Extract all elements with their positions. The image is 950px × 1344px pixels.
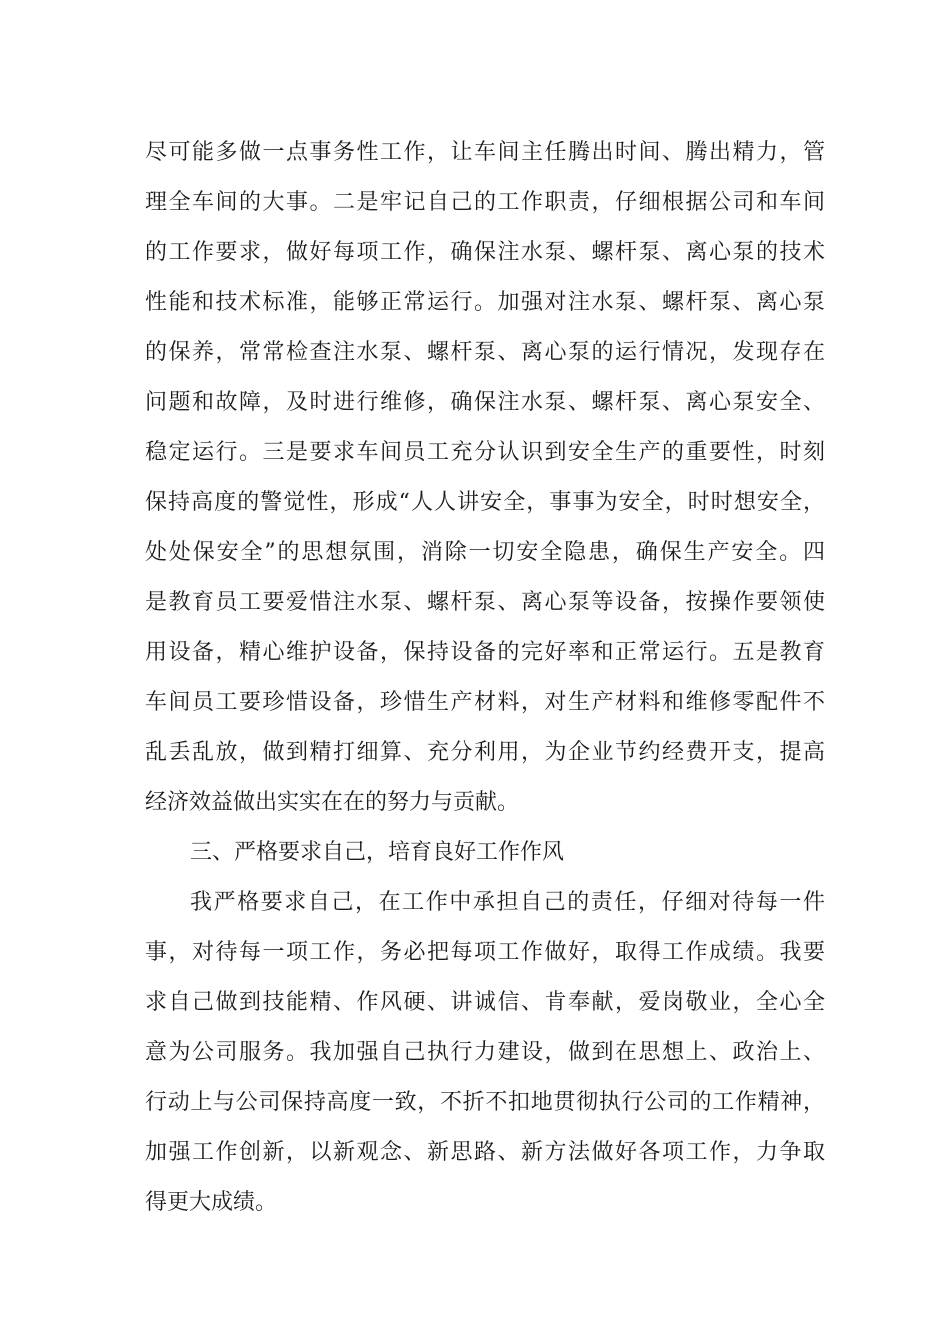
text-line: 用设备，精心维护设备，保持设备的完好率和正常运行。五是教育 bbox=[145, 640, 825, 665]
section-heading: 三、严格要求自己，培育良好工作作风 bbox=[190, 840, 565, 865]
text-line: 得更大成绩。 bbox=[145, 1190, 278, 1215]
text-line: 尽可能多做一点事务性工作，让车间主任腾出时间、腾出精力，管 bbox=[145, 140, 825, 165]
text-line: 加强工作创新，以新观念、新思路、新方法做好各项工作，力争取 bbox=[145, 1140, 825, 1165]
text-line: 是教育员工要爱惜注水泵、螺杆泵、离心泵等设备，按操作要领使 bbox=[145, 590, 825, 615]
text-line: 意为公司服务。我加强自己执行力建设，做到在思想上、政治上、 bbox=[145, 1040, 825, 1065]
text-line: 问题和故障，及时进行维修，确保注水泵、螺杆泵、离心泵安全、 bbox=[145, 390, 825, 415]
text-line: 事，对待每一项工作，务必把每项工作做好，取得工作成绩。我要 bbox=[145, 940, 825, 965]
text-line: 的工作要求，做好每项工作，确保注水泵、螺杆泵、离心泵的技术 bbox=[145, 240, 825, 265]
text-line: 稳定运行。三是要求车间员工充分认识到安全生产的重要性，时刻 bbox=[145, 440, 825, 465]
text-line: 经济效益做出实实在在的努力与贡献。 bbox=[145, 790, 520, 815]
text-line: 保持高度的警觉性，形成“人人讲安全，事事为安全，时时想安全， bbox=[145, 490, 825, 515]
text-line: 性能和技术标准，能够正常运行。加强对注水泵、螺杆泵、离心泵 bbox=[145, 290, 825, 315]
text-line: 我严格要求自己，在工作中承担自己的责任，仔细对待每一件 bbox=[190, 890, 825, 915]
text-line: 乱丢乱放，做到精打细算、充分利用，为企业节约经费开支，提高 bbox=[145, 740, 825, 765]
text-line: 处处保安全”的思想氛围，消除一切安全隐患，确保生产安全。四 bbox=[145, 540, 825, 565]
text-line: 车间员工要珍惜设备，珍惜生产材料，对生产材料和维修零配件不 bbox=[145, 690, 825, 715]
text-line: 求自己做到技能精、作风硬、讲诚信、肯奉献，爱岗敬业，全心全 bbox=[145, 990, 825, 1015]
text-line: 的保养，常常检查注水泵、螺杆泵、离心泵的运行情况，发现存在 bbox=[145, 340, 825, 365]
text-line: 行动上与公司保持高度一致，不折不扣地贯彻执行公司的工作精神， bbox=[145, 1090, 825, 1115]
text-line: 理全车间的大事。二是牢记自己的工作职责，仔细根据公司和车间 bbox=[145, 190, 825, 215]
